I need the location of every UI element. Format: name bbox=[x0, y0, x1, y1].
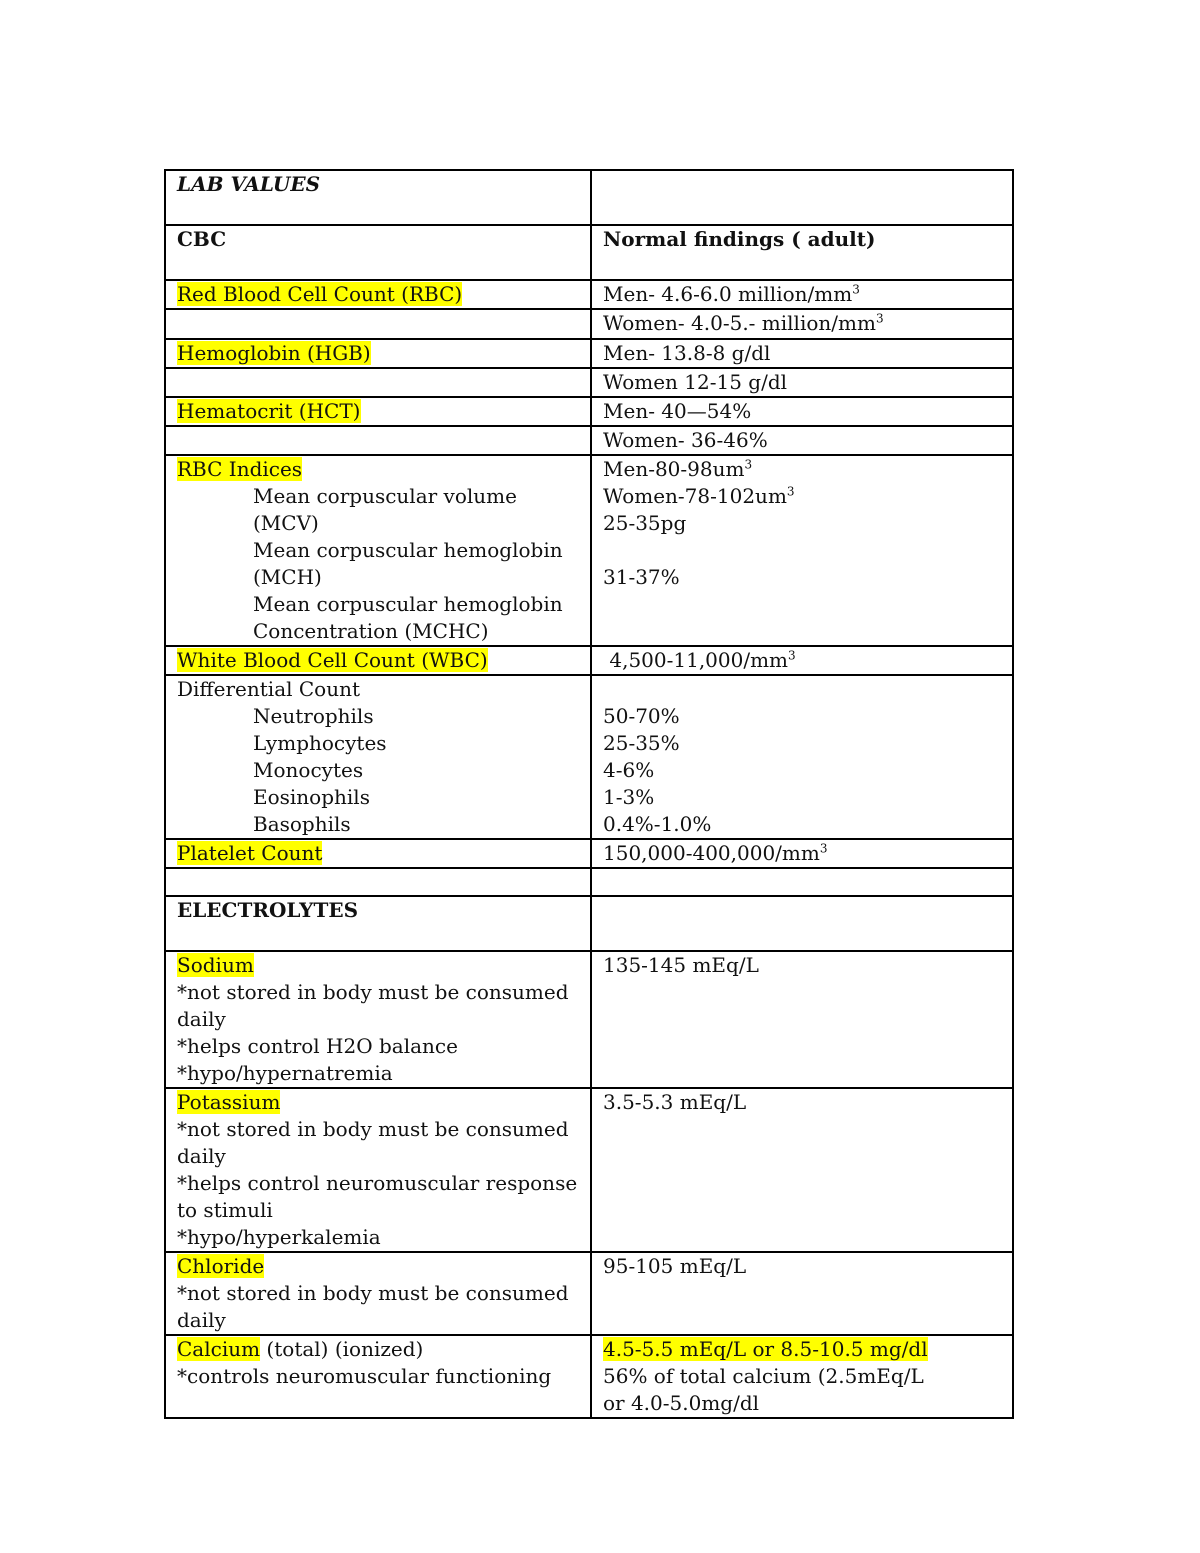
sodium-note-1: *not stored in body must be consumed daily bbox=[177, 980, 569, 1031]
wbc-row bbox=[165, 646, 1013, 675]
lab-values-sheet bbox=[164, 169, 1012, 1419]
indices-men-value: Men-80-98um bbox=[603, 457, 745, 481]
rbc-indices-row bbox=[165, 455, 1013, 646]
spacer-row bbox=[165, 868, 1013, 896]
sodium-value: 135-145 mEq/L bbox=[603, 953, 759, 977]
platelet-row bbox=[165, 839, 1013, 868]
mcv-label: Mean corpuscular volume (MCV) bbox=[253, 484, 517, 535]
wbc-label: White Blood Cell Count (WBC) bbox=[177, 648, 488, 672]
calcium-row bbox=[165, 1335, 1013, 1418]
cbc-heading: CBC bbox=[177, 227, 227, 251]
table-title: LAB VALUES bbox=[177, 172, 321, 196]
basophils-value: 0.4%-1.0% bbox=[603, 812, 712, 836]
title-row bbox=[165, 170, 1013, 225]
platelet-label: Platelet Count bbox=[177, 841, 323, 865]
wbc-sup: 3 bbox=[788, 648, 796, 663]
monocytes-value: 4-6% bbox=[603, 758, 655, 782]
calcium-ionized-1: 56% of total calcium (2.5mEq/L bbox=[603, 1364, 924, 1388]
eosinophils-value: 1-3% bbox=[603, 785, 655, 809]
chloride-row bbox=[165, 1252, 1013, 1335]
calcium-value: 4.5-5.5 mEq/L or 8.5-10.5 mg/dl bbox=[603, 1337, 928, 1361]
hct-women-value: Women- 36-46% bbox=[603, 428, 768, 452]
potassium-note-3: *hypo/hyperkalemia bbox=[177, 1225, 381, 1249]
mchc-value: 31-37% bbox=[603, 565, 680, 589]
differential-label: Differential Count bbox=[177, 677, 361, 701]
monocytes-label: Monocytes bbox=[253, 758, 364, 782]
hgb-row bbox=[165, 339, 1013, 368]
chloride-note-1: *not stored in body must be consumed daily bbox=[177, 1281, 569, 1332]
hct-label: Hematocrit (HCT) bbox=[177, 399, 361, 423]
hgb-women-value: Women 12-15 g/dl bbox=[603, 370, 788, 394]
mchc-label-1: Mean corpuscular hemoglobin bbox=[253, 592, 563, 616]
indices-men-sup: 3 bbox=[744, 457, 753, 472]
normal-findings-heading: Normal findings ( adult) bbox=[603, 227, 876, 251]
electrolytes-header-row bbox=[165, 896, 1013, 951]
potassium-row bbox=[165, 1088, 1013, 1252]
cbc-header-row bbox=[165, 225, 1013, 280]
rbc-women-sup: 3 bbox=[875, 311, 884, 326]
hgb-label: Hemoglobin (HGB) bbox=[177, 341, 371, 365]
hct-men-value: Men- 40—54% bbox=[603, 399, 752, 423]
potassium-label: Potassium bbox=[177, 1090, 281, 1114]
rbc-row bbox=[165, 280, 1013, 309]
platelet-value: 150,000-400,000/mm bbox=[603, 841, 820, 865]
potassium-value: 3.5-5.3 mEq/L bbox=[603, 1090, 747, 1114]
differential-row bbox=[165, 675, 1013, 839]
sodium-note-2: *helps control H2O balance bbox=[177, 1034, 458, 1058]
mch-value: 25-35pg bbox=[603, 511, 687, 535]
calcium-ionized-2: or 4.0-5.0mg/dl bbox=[603, 1391, 760, 1415]
neutrophils-label: Neutrophils bbox=[253, 704, 374, 728]
electrolytes-heading: ELECTROLYTES bbox=[177, 898, 359, 922]
sodium-note-3: *hypo/hypernatremia bbox=[177, 1061, 393, 1085]
potassium-note-2: *helps control neuromuscular response to stimuli bbox=[177, 1171, 578, 1222]
potassium-note-1: *not stored in body must be consumed daily bbox=[177, 1117, 569, 1168]
basophils-label: Basophils bbox=[253, 812, 351, 836]
eosinophils-label: Eosinophils bbox=[253, 785, 370, 809]
mch-label-2: (MCH) bbox=[253, 565, 322, 589]
sodium-row bbox=[165, 951, 1013, 1088]
lymphocytes-value: 25-35% bbox=[603, 731, 680, 755]
chloride-label: Chloride bbox=[177, 1254, 265, 1278]
rbc-men-sup: 3 bbox=[852, 282, 860, 297]
calcium-label: Calcium bbox=[177, 1337, 261, 1361]
calcium-label-rest: (total) (ionized) bbox=[260, 1337, 424, 1361]
wbc-value: 4,500-11,000/mm bbox=[609, 648, 789, 672]
hct-women-row bbox=[165, 426, 1013, 455]
lab-values-table bbox=[164, 169, 1014, 1419]
calcium-note-1: *controls neuromuscular functioning bbox=[177, 1364, 552, 1388]
rbc-women-row bbox=[165, 309, 1013, 339]
rbc-men-value: Men- 4.6-6.0 million/mm bbox=[603, 282, 853, 306]
rbc-women-value: Women- 4.0-5.- million/mm bbox=[603, 311, 876, 335]
chloride-value: 95-105 mEq/L bbox=[603, 1254, 747, 1278]
sodium-label: Sodium bbox=[177, 953, 254, 977]
neutrophils-value: 50-70% bbox=[603, 704, 680, 728]
mchc-label-2: Concentration (MCHC) bbox=[253, 619, 489, 643]
indices-women-sup: 3 bbox=[786, 484, 795, 499]
platelet-sup: 3 bbox=[819, 841, 828, 856]
rbc-indices-label: RBC Indices bbox=[177, 457, 303, 481]
hgb-men-value: Men- 13.8-8 g/dl bbox=[603, 341, 771, 365]
hct-row bbox=[165, 397, 1013, 426]
mch-label-1: Mean corpuscular hemoglobin bbox=[253, 538, 563, 562]
indices-women-value: Women-78-102um bbox=[603, 484, 787, 508]
rbc-label: Red Blood Cell Count (RBC) bbox=[177, 282, 463, 306]
hgb-women-row bbox=[165, 368, 1013, 397]
lymphocytes-label: Lymphocytes bbox=[253, 731, 387, 755]
